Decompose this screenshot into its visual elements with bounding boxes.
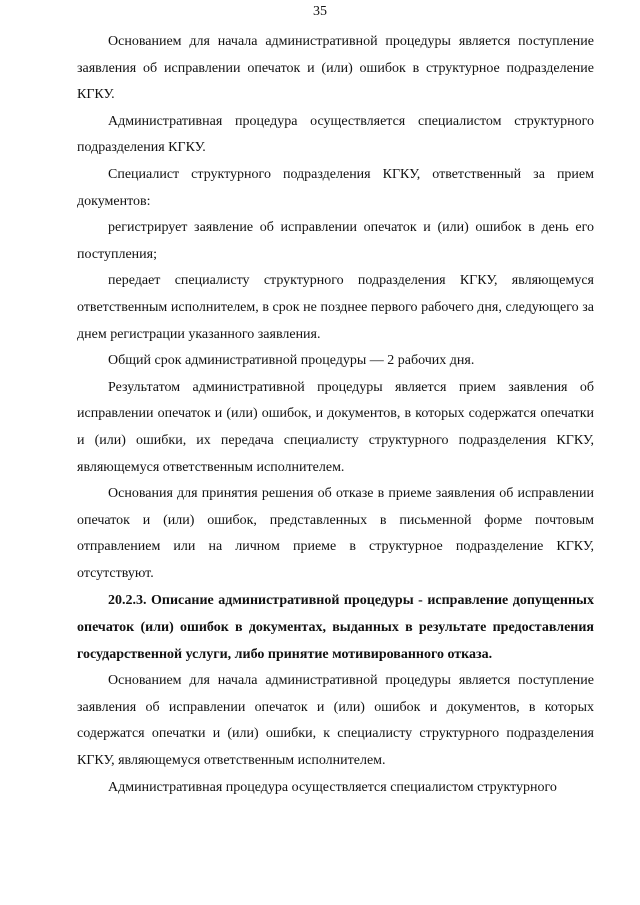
paragraph-specialist-intake: Специалист структурного подразделения КГКУ, ответственный за прием документов: [77, 166, 594, 209]
paragraph-procedure-performer-2: Административная процедура осуществляется специалистом структурного [108, 779, 557, 795]
page-number: 35 [313, 4, 327, 19]
paragraph-registers: регистрирует заявление об исправлении опечаток и (или) ошибок в день его поступления; [77, 220, 594, 262]
paragraph-basis-start: Основанием для начала административной процедуры является поступление заявления об исправлении опечаток и (или) ошибок в структурное подразделение КГКУ. [77, 34, 594, 103]
section-heading-20-2-3: 20.2.3. Описание административной процедуры - исправление допущенных опечаток (или) ошибок в документах, выданных в результате предоставления государственной услуги, либо принятие мотивированного отказа. [77, 593, 594, 662]
document-body [77, 29, 594, 801]
paragraph-transfers: передает специалисту структурного подразделения КГКУ, являющемуся ответственным исполнителем, в срок не позднее первого рабочего дня, следующего за днем регистрации указанного заявления. [77, 273, 594, 342]
paragraph-basis-start-2: Основанием для начала административной процедуры является поступление заявления об исправлении опечаток и (или) ошибок и документов, в которых содержатся опечатки и (или) ошибки, к специалисту структурного подразделения КГКУ, являющемуся ответственным исполнителем. [77, 673, 594, 769]
paragraph-result: Результатом административной процедуры является прием заявления об исправлении опечаток и (или) ошибок, и документов, в которых содержатся опечатки и (или) ошибки, их передача специалисту структурного подразделения КГКУ, являющемуся ответственным исполнителем. [77, 379, 594, 475]
paragraph-total-term: Общий срок административной процедуры — 2 рабочих дня. [108, 353, 475, 369]
paragraph-procedure-performer: Административная процедура осуществляется специалистом структурного подразделения КГКУ. [77, 113, 594, 156]
paragraph-refusal-grounds: Основания для принятия решения об отказе в приеме заявления об исправлении опечаток и (или) ошибок, представленных в письменной форме почтовым отправлением или на личном приеме в структурное подразделение КГКУ, отсутствуют. [77, 486, 594, 581]
